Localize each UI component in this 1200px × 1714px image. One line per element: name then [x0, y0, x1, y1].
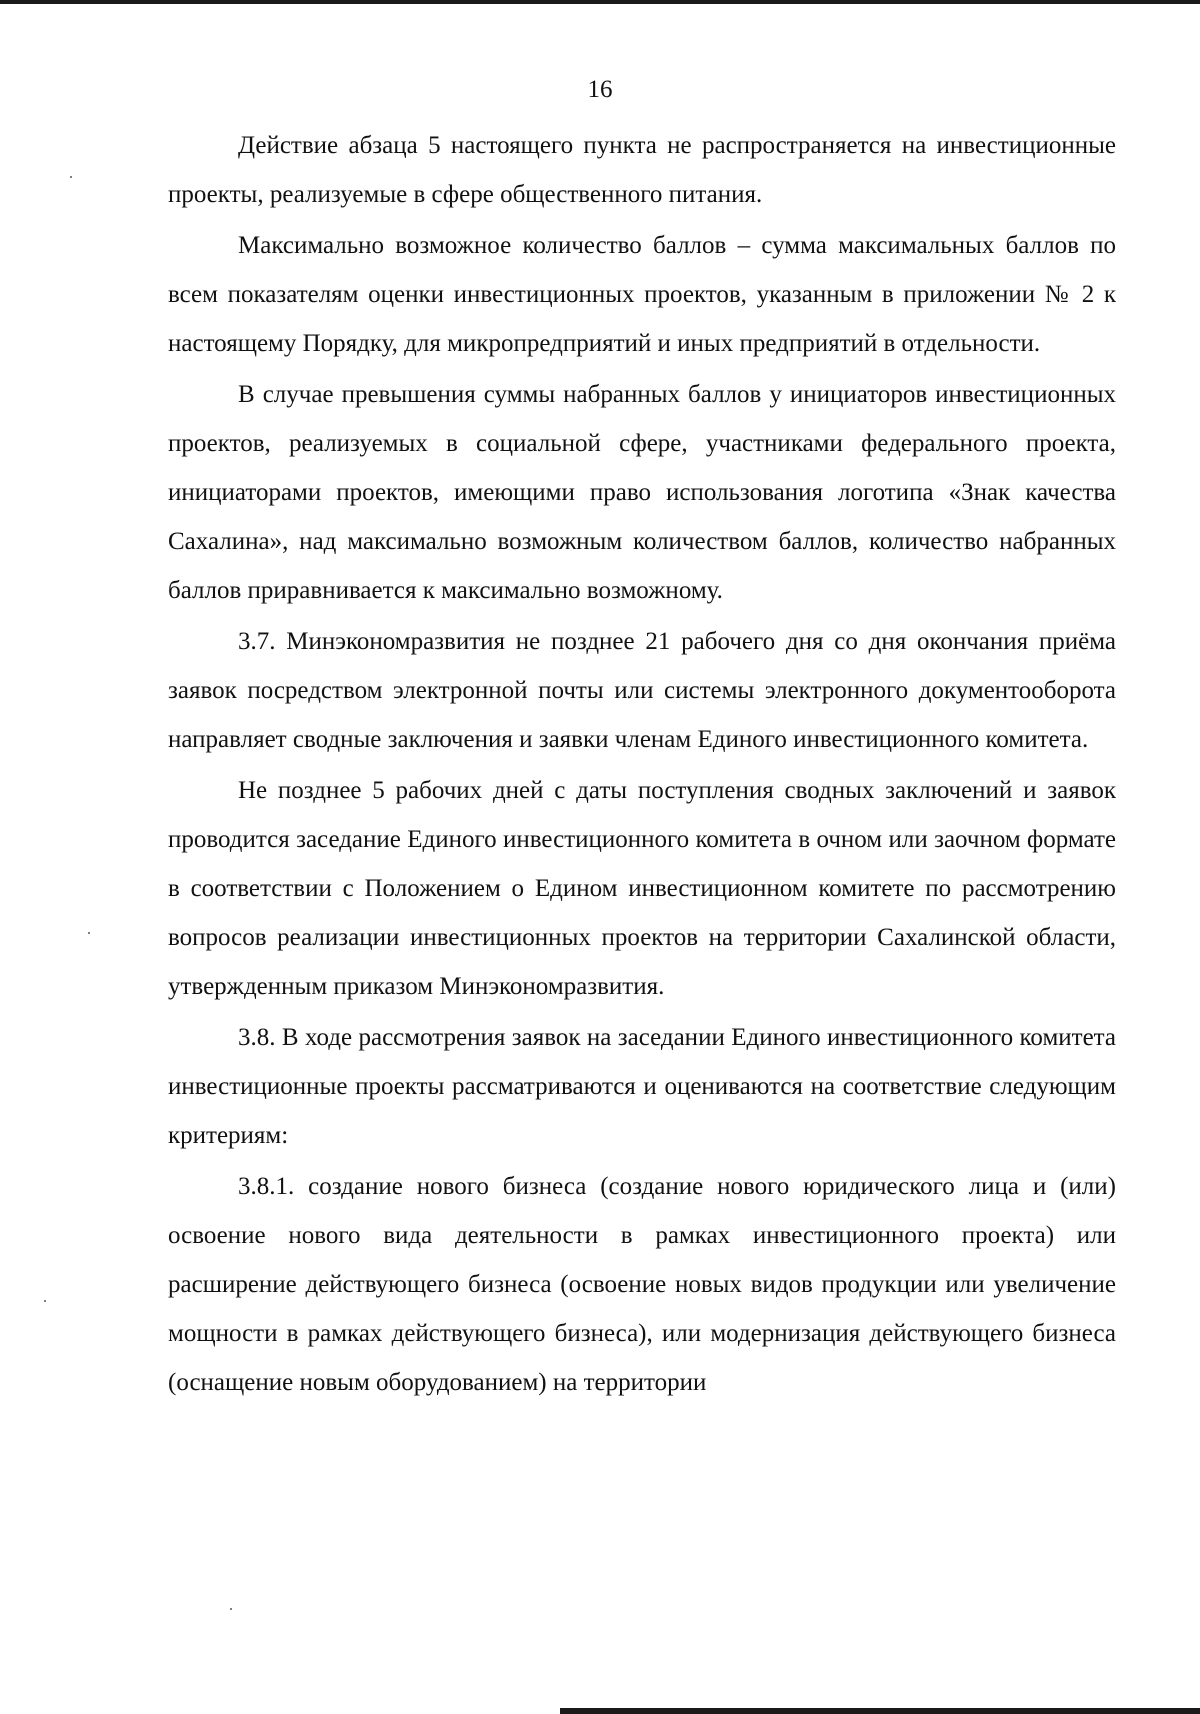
paragraph: 3.7. Минэкономразвития не позднее 21 рабочего дня со дня окончания приёма заявок посредством электронной почты или системы электронного документооборота направляет сводные заключения и заявки членам Единого инвестиционного комитета. [168, 628, 1116, 753]
paragraph: 3.8. В ходе рассмотрения заявок на заседании Единого инвестиционного комитета инвестиционные проекты рассматриваются и оцениваются на соответствие следующим критериям: [168, 1024, 1116, 1149]
paragraph: В случае превышения суммы набранных баллов у инициаторов инвестиционных проектов, реализуемых в социальной сфере, участниками федерального проекта, инициаторами проектов, имеющими право использования логотипа «Знак качества Сахалина», над максимально возможным количеством баллов, количество набранных баллов приравнивается к максимально возможному. [168, 381, 1116, 604]
scan-speck [230, 1608, 232, 1610]
scan-speck [88, 932, 90, 934]
scan-speck [70, 176, 72, 178]
scan-border-bottom [560, 1708, 1200, 1714]
paragraph: Действие абзаца 5 настоящего пункта не распространяется на инвестиционные проекты, реализуемые в сфере общественного питания. [168, 132, 1116, 208]
paragraph: Максимально возможное количество баллов – сумма максимальных баллов по всем показателям оценки инвестиционных проектов, указанным в приложении № 2 к настоящему Порядку, для микропредприятий и иных предприятий в отдельности. [168, 232, 1116, 357]
page-number: 16 [587, 76, 613, 103]
paragraph: Не позднее 5 рабочих дней с даты поступления сводных заключений и заявок проводится заседание Единого инвестиционного комитета в очном или заочном формате в соответствии с Положением о Едином инвестиционном комитете по рассмотрению вопросов реализации инвестиционных проектов на территории Сахалинской области, утвержденным приказом Минэкономразвития. [168, 777, 1116, 1000]
scan-border-top [0, 0, 1200, 4]
scan-speck [44, 1300, 46, 1302]
document-body [168, 121, 1116, 1409]
paragraph: 3.8.1. создание нового бизнеса (создание нового юридического лица и (или) освоение нового вида деятельности в рамках инвестиционного проекта) или расширение действующего бизнеса (освоение новых видов продукции или увеличение мощности в рамках действующего бизнеса), или модернизация действующего бизнеса (оснащение новым оборудованием) на территории [168, 1173, 1116, 1396]
